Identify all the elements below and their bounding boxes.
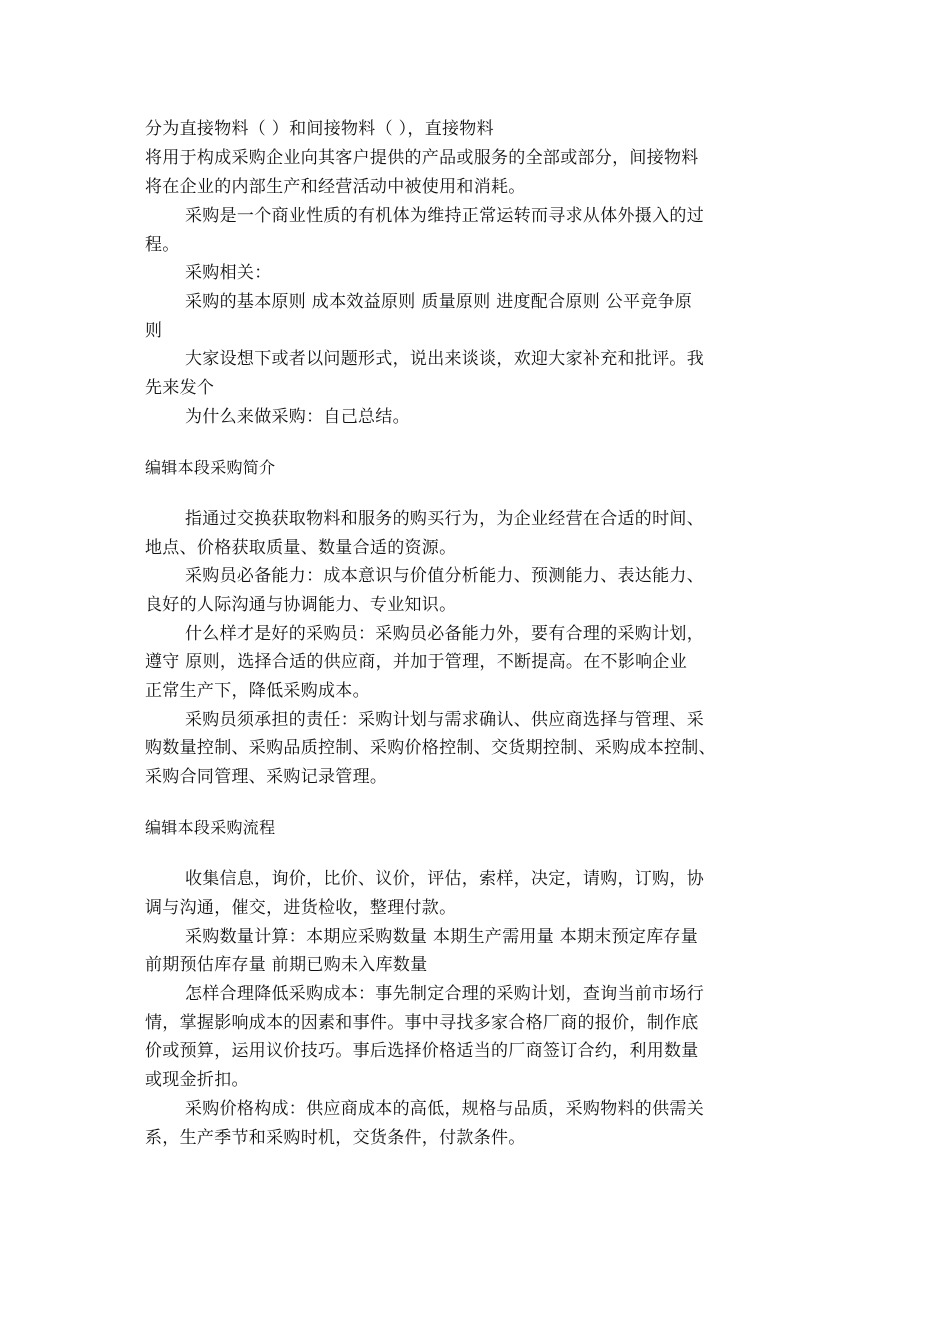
section-heading-process: 编辑本段采购流程 — [145, 818, 276, 837]
intro-line-2: 将用于构成采购企业向其客户提供的产品或服务的全部或部分，间接物料 — [145, 148, 699, 168]
intro-line-3: 将在企业的内部生产和经营活动中被使用和消耗。 — [145, 177, 526, 197]
section2-p3-line-1: 怎样合理降低采购成本：事先制定合理的采购计划，查询当前市场行 — [185, 984, 704, 1004]
discussion-line-2: 先来发个 — [145, 378, 215, 398]
discussion-line-1: 大家设想下或者以问题形式，说出来谈谈，欢迎大家补充和批评。我 — [185, 349, 704, 369]
intro-line-1: 分为直接物料（ ）和间接物料（ ），直接物料 — [145, 119, 494, 139]
section1-p2-line-2: 良好的人际沟通与协调能力、专业知识。 — [145, 595, 457, 615]
section2-p3-line-4: 或现金折扣。 — [145, 1070, 249, 1090]
section2-p3-line-2: 情，掌握影响成本的因素和事件。事中寻找多家合格厂商的报价，制作底 — [145, 1013, 699, 1033]
section1-p3-line-2: 遵守 原则，选择合适的供应商，并加于管理，不断提高。在不影响企业 — [145, 652, 688, 672]
definition-line-2: 程。 — [145, 235, 180, 255]
section-heading-intro: 编辑本段采购简介 — [145, 458, 276, 477]
section1-p1-line-2: 地点、价格获取质量、数量合适的资源。 — [145, 538, 457, 558]
related-line: 采购相关： — [185, 263, 272, 283]
section1-p1-line-1: 指通过交换获取物料和服务的购买行为，为企业经营在合适的时间、 — [185, 509, 704, 529]
section1-p2-line-1: 采购员必备能力：成本意识与价值分析能力、预测能力、表达能力、 — [185, 566, 704, 586]
section2-p1-line-1: 收集信息，询价，比价、议价，评估，索样，决定，请购，订购，协 — [185, 869, 704, 889]
section1-p3-line-1: 什么样才是好的采购员：采购员必备能力外，要有合理的采购计划， — [185, 624, 704, 644]
section2-p3-line-3: 价或预算，运用议价技巧。事后选择价格适当的厂商签订合约，利用数量 — [145, 1041, 699, 1061]
section1-p4-line-3: 采购合同管理、采购记录管理。 — [145, 767, 388, 787]
section2-p2-line-1: 采购数量计算：本期应采购数量 本期生产需用量 本期末预定库存量 — [185, 927, 699, 947]
section2-p2-line-2: 前期预估库存量 前期已购未入库数量 — [145, 955, 428, 975]
section2-p4-line-2: 系，生产季节和采购时机，交货条件，付款条件。 — [145, 1128, 526, 1148]
section2-p1-line-2: 调与沟通，催交，进货检收，整理付款。 — [145, 898, 457, 918]
principles-line-1: 采购的基本原则 成本效益原则 质量原则 进度配合原则 公平竞争原 — [185, 292, 693, 312]
definition-line-1: 采购是一个商业性质的有机体为维持正常运转而寻求从体外摄入的过 — [185, 206, 704, 226]
why-line: 为什么来做采购：自己总结。 — [185, 407, 410, 427]
section2-p4-line-1: 采购价格构成：供应商成本的高低，规格与品质，采购物料的供需关 — [185, 1099, 704, 1119]
section1-p4-line-1: 采购员须承担的责任：采购计划与需求确认、供应商选择与管理、采 — [185, 710, 704, 730]
section1-p4-line-2: 购数量控制、采购品质控制、采购价格控制、交货期控制、采购成本控制、 — [145, 738, 716, 758]
section1-p3-line-3: 正常生产下，降低采购成本。 — [145, 681, 370, 701]
principles-line-2: 则 — [145, 321, 163, 341]
